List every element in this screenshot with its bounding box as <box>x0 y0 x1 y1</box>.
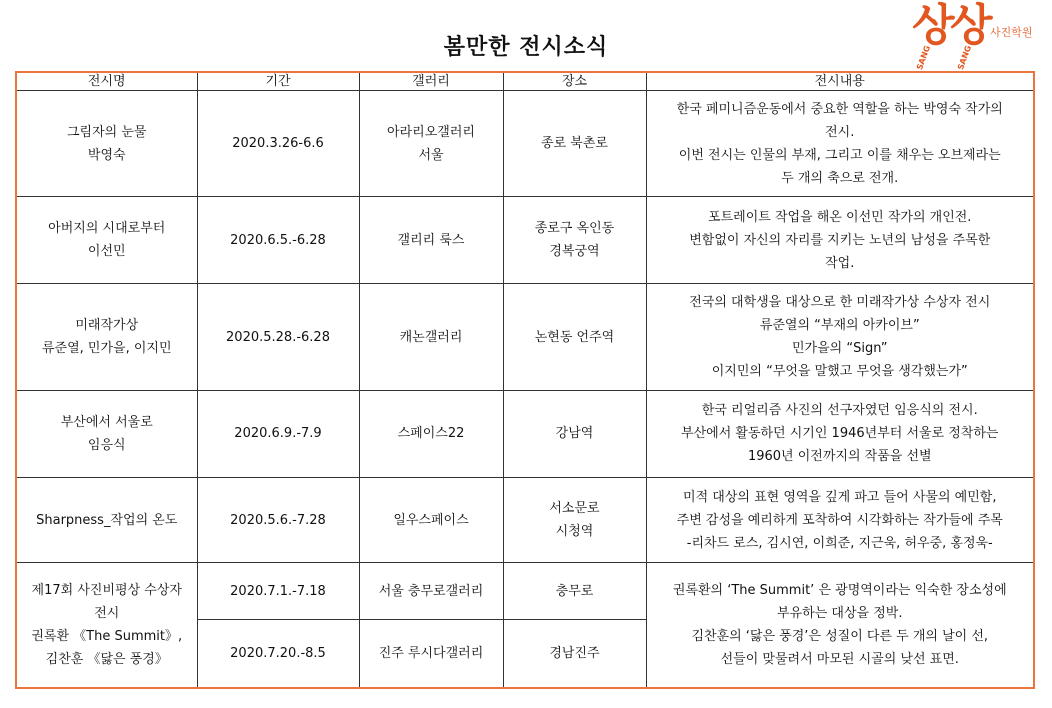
logo-glyph-1: 상 <box>912 0 955 51</box>
table-header-row <box>17 73 1033 91</box>
cell-exhibition-name <box>17 197 197 284</box>
exhibition-table <box>17 73 1033 687</box>
cell-line: 작업. <box>825 255 855 271</box>
table-row <box>17 91 1033 197</box>
cell-description <box>646 390 1033 477</box>
cell-line: 류준열, 민가을, 이지민 <box>41 341 172 357</box>
table-row <box>17 563 1033 620</box>
cell-period: 2020.7.1.-7.18 <box>197 563 359 620</box>
logo-side-text-1: SANG <box>915 44 933 72</box>
cell-line: 종로구 옥인동 <box>534 221 615 237</box>
cell-line: 권록환의 ‘The Summit’ 은 광명역이라는 익숙한 장소성에 <box>672 583 1007 599</box>
cell-line: 스페이스22 <box>397 426 465 442</box>
cell-line: 종로 북촌로 <box>541 136 608 152</box>
cell-period: 2020.6.9.-7.9 <box>197 390 359 477</box>
cell-exhibition-name <box>17 390 197 477</box>
cell-line: 주변 감성을 예리하게 포착하여 시각화하는 작가들에 주목 <box>676 512 1003 528</box>
cell-line: 전시. <box>825 124 855 140</box>
cell-place <box>503 477 646 562</box>
cell-line: 일우스페이스 <box>393 512 469 528</box>
page-title: 봄만한 전시소식 <box>443 35 609 60</box>
cell-line: 서울 <box>418 147 444 163</box>
cell-line: 경복궁역 <box>549 244 600 260</box>
cell-line: 부유하는 대상을 정박. <box>777 606 903 622</box>
cell-line: 류준열의 “부재의 아카이브” <box>759 318 920 334</box>
cell-line: 아라리오갤러리 <box>387 124 475 140</box>
logo-tagline: 사진학원 <box>990 26 1033 39</box>
cell-line: 전국의 대학생을 대상으로 한 미래작가상 수상자 전시 <box>689 295 991 311</box>
cell-place <box>503 284 646 390</box>
cell-description <box>646 91 1033 197</box>
cell-gallery <box>359 197 503 284</box>
header-period: 기간 <box>197 73 359 91</box>
cell-gallery <box>359 477 503 562</box>
cell-gallery <box>359 620 503 687</box>
header-desc: 전시내용 <box>646 73 1033 91</box>
cell-line: 박영숙 <box>87 147 126 163</box>
cell-line: 캐논갤러리 <box>399 329 463 345</box>
cell-line: Sharpness_작업의 온도 <box>36 512 178 528</box>
cell-line: 한국 페미니즘운동에서 중요한 역할을 하는 박영숙 작가의 <box>676 101 1003 117</box>
cell-place <box>503 91 646 197</box>
cell-line: 그림자의 눈물 <box>67 124 147 140</box>
cell-description <box>646 563 1033 687</box>
cell-line: 김찬훈의 ‘닳은 풍경’은 성질이 다른 두 개의 날이 선, <box>691 629 989 645</box>
cell-period: 2020.5.6.-7.28 <box>197 477 359 562</box>
cell-exhibition-name <box>17 563 197 687</box>
cell-exhibition-name <box>17 91 197 197</box>
table-row <box>17 477 1033 562</box>
cell-line: 전시 <box>94 606 120 622</box>
cell-line: 미적 대상의 표현 영역을 깊게 파고 들어 사물의 예민함, <box>683 489 997 505</box>
cell-line: 한국 리얼리즘 사진의 선구자였던 임응식의 전시. <box>701 403 978 419</box>
cell-period: 2020.7.20.-8.5 <box>197 620 359 687</box>
cell-line: 이지민의 “무엇을 말했고 무엇을 생각했는가” <box>711 364 968 380</box>
cell-line: 아버지의 시대로부터 <box>48 221 166 237</box>
header-place: 장소 <box>503 73 646 91</box>
cell-description <box>646 284 1033 390</box>
cell-exhibition-name <box>17 284 197 390</box>
cell-description <box>646 197 1033 284</box>
cell-line: 충무로 <box>555 583 594 599</box>
cell-place <box>503 390 646 477</box>
cell-line: 서울 충무로갤러리 <box>378 583 484 599</box>
cell-line: 부산에서 서울로 <box>60 414 153 430</box>
cell-gallery <box>359 284 503 390</box>
cell-line: 권록환 《The Summit》, <box>31 629 183 645</box>
cell-period: 2020.6.5.-6.28 <box>197 197 359 284</box>
cell-description <box>646 477 1033 562</box>
logo-glyph-2: 상 <box>950 0 993 51</box>
cell-line: 김찬훈 《닳은 풍경》 <box>45 652 168 668</box>
table-row <box>17 390 1033 477</box>
cell-line: 시청역 <box>555 524 594 540</box>
cell-line: 이번 전시는 인물의 부재, 그리고 이를 채우는 오브제라는 <box>678 147 1001 163</box>
cell-line: 경남진주 <box>549 646 600 662</box>
cell-line: 변함없이 자신의 자리를 지키는 노년의 남성을 주목한 <box>689 232 991 248</box>
cell-place <box>503 563 646 620</box>
cell-line: 선들이 맞물려서 마모된 시골의 낮선 표면. <box>720 652 959 668</box>
cell-line: 이선민 <box>87 244 126 260</box>
cell-line: 미래작가상 <box>75 318 139 334</box>
cell-line: 민가을의 “Sign” <box>792 341 888 357</box>
header-gallery: 갤러리 <box>359 73 503 91</box>
cell-exhibition-name <box>17 477 197 562</box>
cell-gallery <box>359 390 503 477</box>
cell-line: 1960년 이전까지의 작품을 선별 <box>747 449 932 465</box>
table-row <box>17 197 1033 284</box>
header-name: 전시명 <box>17 73 197 91</box>
table-row <box>17 284 1033 390</box>
cell-place <box>503 197 646 284</box>
cell-line: 두 개의 축으로 전개. <box>781 170 899 186</box>
cell-line: 진주 루시다갤러리 <box>378 646 484 662</box>
cell-period: 2020.3.26-6.6 <box>197 91 359 197</box>
cell-line: 임응식 <box>87 437 126 453</box>
cell-gallery <box>359 91 503 197</box>
logo-side-text-2: SANG <box>956 44 974 72</box>
cell-place <box>503 620 646 687</box>
cell-line: 포트레이트 작업을 해온 이선민 작가의 개인전. <box>708 209 972 225</box>
cell-period: 2020.5.28.-6.28 <box>197 284 359 390</box>
cell-line: 강남역 <box>555 426 594 442</box>
cell-gallery <box>359 563 503 620</box>
cell-line: 부산에서 활동하던 시기인 1946년부터 서울로 정착하는 <box>681 426 999 442</box>
cell-line: 서소문로 <box>549 501 600 517</box>
cell-line: -리차드 로스, 김시연, 이희준, 지근욱, 허우중, 홍정욱- <box>686 535 993 551</box>
cell-line: 갤리리 룩스 <box>397 232 465 248</box>
cell-line: 논현동 언주역 <box>534 329 615 345</box>
brand-logo <box>912 0 1042 72</box>
cell-line: 제17회 사진비평상 수상자 <box>31 583 182 599</box>
